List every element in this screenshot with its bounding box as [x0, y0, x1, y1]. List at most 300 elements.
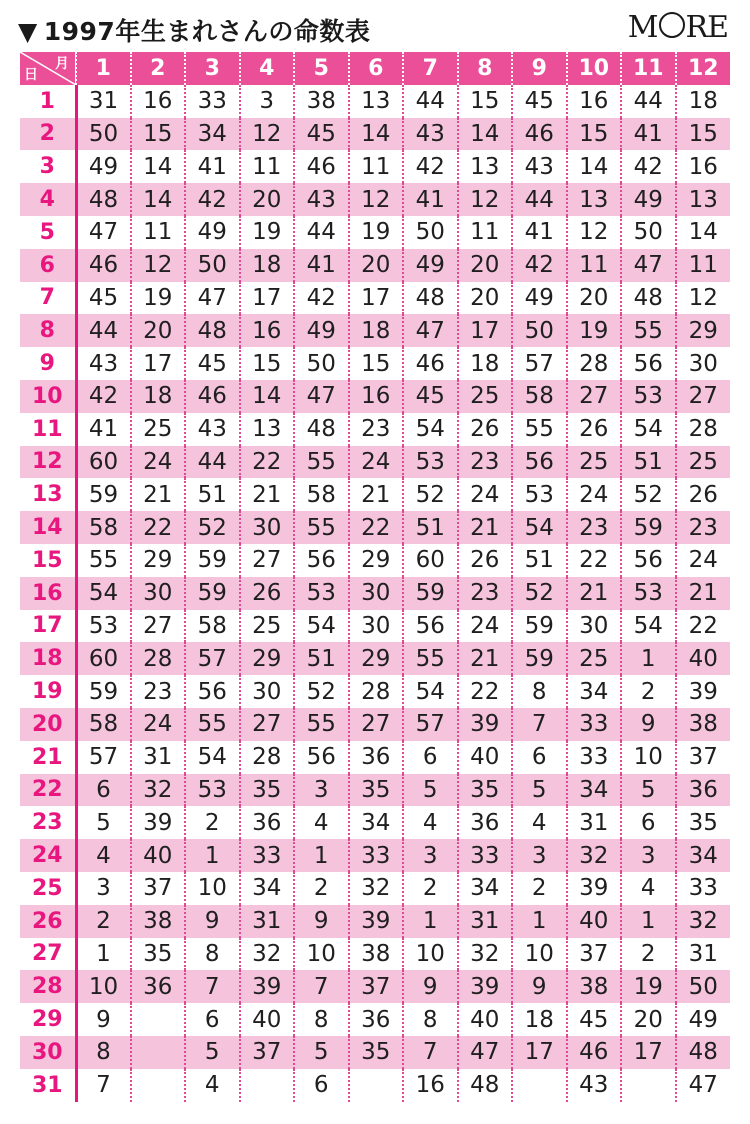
meisu-cell: 10: [294, 938, 349, 971]
meisu-cell: 49: [88, 153, 119, 180]
meisu-cell: 55: [294, 708, 349, 741]
meisu-cell: 4: [96, 842, 111, 869]
meisu-cell: 41: [294, 249, 349, 282]
meisu-cell: 29: [676, 314, 731, 347]
meisu-cell: 2: [96, 908, 111, 935]
meisu-cell: 28: [676, 413, 731, 446]
day-label: 20: [20, 708, 76, 741]
day-label: 18: [20, 642, 76, 675]
meisu-cell: 29: [349, 544, 404, 577]
meisu-cell: 10: [621, 741, 676, 774]
meisu-cell: 22: [240, 446, 295, 479]
meisu-cell: 22: [458, 675, 513, 708]
meisu-cell: 15: [676, 118, 731, 151]
meisu-cell: 15: [458, 85, 513, 118]
meisu-cell: 44: [621, 85, 676, 118]
meisu-cell: 13: [240, 413, 295, 446]
meisu-cell: 24: [349, 446, 404, 479]
meisu-cell: 4: [621, 872, 676, 905]
meisu-cell: 2: [621, 938, 676, 971]
meisu-cell: 49: [185, 216, 240, 249]
day-label: 16: [20, 577, 76, 610]
meisu-cell: 11: [349, 150, 404, 183]
meisu-cell: 48: [185, 314, 240, 347]
meisu-cell: 24: [567, 478, 622, 511]
month-header-4: 4: [240, 52, 295, 85]
meisu-cell: 55: [185, 708, 240, 741]
table-row: [20, 216, 730, 249]
meisu-cell: 27: [676, 380, 731, 413]
logo-o-circle: [659, 12, 685, 38]
meisu-cell: 42: [512, 249, 567, 282]
meisu-cell: 48: [621, 282, 676, 315]
meisu-cell: 21: [458, 511, 513, 544]
meisu-cell: 35: [349, 774, 404, 807]
table-row: [20, 85, 730, 118]
meisu-cell: 3: [240, 85, 295, 118]
day-label: 24: [20, 839, 76, 872]
meisu-cell: 55: [294, 511, 349, 544]
meisu-cell: 44: [88, 317, 119, 344]
meisu-cell: 58: [88, 711, 119, 738]
meisu-cell: 36: [131, 970, 186, 1003]
meisu-cell: 24: [458, 478, 513, 511]
meisu-cell: 47: [621, 249, 676, 282]
meisu-cell: 45: [512, 85, 567, 118]
meisu-cell: 20: [458, 282, 513, 315]
meisu-cell: 1: [294, 839, 349, 872]
meisu-cell: 35: [349, 1036, 404, 1069]
meisu-cell: 50: [88, 120, 119, 147]
day-label: 3: [20, 150, 76, 183]
meisu-cell: 36: [458, 806, 513, 839]
meisu-cell: 4: [185, 1069, 240, 1102]
meisu-cell: 2: [621, 675, 676, 708]
meisu-cell: 22: [131, 511, 186, 544]
meisu-cell: 59: [185, 577, 240, 610]
meisu-cell: 6: [185, 1003, 240, 1036]
meisu-cell: 56: [294, 741, 349, 774]
meisu-cell: 42: [88, 383, 119, 410]
meisu-cell: 38: [131, 905, 186, 938]
meisu-cell: 47: [88, 219, 119, 246]
meisu-cell: 52: [403, 478, 458, 511]
meisu-cell: 44: [185, 446, 240, 479]
meisu-cell: 43: [512, 150, 567, 183]
meisu-cell: 59: [88, 481, 119, 508]
table-row: [20, 675, 730, 708]
meisu-cell: 54: [403, 675, 458, 708]
meisu-cell: 45: [403, 380, 458, 413]
meisu-cell: 41: [512, 216, 567, 249]
day-label: 10: [20, 380, 76, 413]
meisu-cell: 25: [567, 642, 622, 675]
meisu-cell: 10: [403, 938, 458, 971]
meisu-cell: 5: [294, 1036, 349, 1069]
month-header-12: 12: [676, 52, 731, 85]
meisu-cell: 46: [185, 380, 240, 413]
meisu-cell: 39: [458, 970, 513, 1003]
meisu-cell: 46: [512, 118, 567, 151]
meisu-cell: 24: [131, 708, 186, 741]
meisu-cell: 53: [512, 478, 567, 511]
meisu-cell: 34: [240, 872, 295, 905]
meisu-cell: 55: [403, 642, 458, 675]
month-header-10: 10: [567, 52, 622, 85]
day-label: 23: [20, 806, 76, 839]
meisu-cell: 40: [240, 1003, 295, 1036]
meisu-cell: 30: [240, 511, 295, 544]
meisu-cell: 46: [294, 150, 349, 183]
meisu-cell: 14: [131, 183, 186, 216]
meisu-cell: 16: [676, 150, 731, 183]
meisu-cell: 54: [621, 413, 676, 446]
meisu-cell: 9: [403, 970, 458, 1003]
day-axis-label: 日: [24, 66, 38, 83]
day-label: 30: [20, 1036, 76, 1069]
meisu-cell: 47: [403, 314, 458, 347]
meisu-cell: 45: [294, 118, 349, 151]
table-row: [20, 1003, 730, 1036]
meisu-cell: 43: [403, 118, 458, 151]
meisu-cell: 5: [185, 1036, 240, 1069]
month-header-row: [20, 52, 730, 85]
meisu-cell: 12: [676, 282, 731, 315]
meisu-cell: 35: [458, 774, 513, 807]
table-row: [20, 741, 730, 774]
meisu-cell: 32: [240, 938, 295, 971]
meisu-cell: 48: [458, 1069, 513, 1102]
meisu-cell: 34: [185, 118, 240, 151]
table-row: [20, 150, 730, 183]
meisu-cell: 38: [294, 85, 349, 118]
table-row: [20, 839, 730, 872]
meisu-cell: 51: [294, 642, 349, 675]
meisu-cell: 34: [458, 872, 513, 905]
meisu-cell: 22: [676, 610, 731, 643]
meisu-cell: 28: [131, 642, 186, 675]
meisu-cell: 12: [131, 249, 186, 282]
meisu-cell: 7: [294, 970, 349, 1003]
meisu-cell: 33: [676, 872, 731, 905]
meisu-cell: 11: [131, 216, 186, 249]
meisu-cell: 32: [676, 905, 731, 938]
meisu-cell: 20: [458, 249, 513, 282]
meisu-cell: 37: [131, 872, 186, 905]
meisu-cell: 33: [567, 708, 622, 741]
triangle-down-icon: ▼: [18, 17, 38, 46]
meisu-cell: 17: [621, 1036, 676, 1069]
table-row: [20, 938, 730, 971]
table-row: [20, 446, 730, 479]
meisu-cell: 20: [621, 1003, 676, 1036]
meisu-cell: 52: [621, 478, 676, 511]
meisu-cell: 31: [240, 905, 295, 938]
meisu-cell: 3: [621, 839, 676, 872]
meisu-cell: 5: [403, 774, 458, 807]
table-row: [20, 1036, 730, 1069]
meisu-cell: 32: [458, 938, 513, 971]
meisu-cell: 33: [458, 839, 513, 872]
meisu-cell: [621, 1069, 676, 1102]
meisu-cell: 31: [131, 741, 186, 774]
meisu-cell: 34: [676, 839, 731, 872]
table-row: [20, 249, 730, 282]
meisu-cell: 18: [512, 1003, 567, 1036]
meisu-cell: 38: [676, 708, 731, 741]
meisu-cell: 15: [567, 118, 622, 151]
meisu-cell: 3: [403, 839, 458, 872]
meisu-cell: 14: [240, 380, 295, 413]
meisu-cell: [131, 1069, 186, 1102]
meisu-cell: 42: [185, 183, 240, 216]
day-label: 31: [20, 1069, 76, 1102]
meisu-cell: 54: [88, 580, 119, 607]
meisu-cell: 56: [621, 347, 676, 380]
meisu-cell: 21: [131, 478, 186, 511]
meisu-cell: 36: [676, 774, 731, 807]
meisu-cell: 5: [96, 809, 111, 836]
meisu-cell: 21: [240, 478, 295, 511]
meisu-cell: 49: [621, 183, 676, 216]
meisu-cell: 58: [88, 514, 119, 541]
month-header-1: 1: [76, 52, 131, 85]
meisu-cell: 40: [131, 839, 186, 872]
meisu-cell: 36: [349, 741, 404, 774]
month-header-6: 6: [349, 52, 404, 85]
month-header-5: 5: [294, 52, 349, 85]
meisu-cell: 14: [349, 118, 404, 151]
meisu-cell: 18: [240, 249, 295, 282]
meisu-cell: 32: [349, 872, 404, 905]
meisu-cell: 6: [621, 806, 676, 839]
meisu-cell: 29: [240, 642, 295, 675]
meisu-cell: 2: [294, 872, 349, 905]
meisu-cell: 33: [240, 839, 295, 872]
meisu-cell: 32: [567, 839, 622, 872]
meisu-cell: 7: [512, 708, 567, 741]
meisu-cell: 30: [131, 577, 186, 610]
meisu-cell: 35: [676, 806, 731, 839]
table-row: [20, 872, 730, 905]
meisu-cell: 11: [458, 216, 513, 249]
meisu-cell: 56: [185, 675, 240, 708]
meisu-cell: 20: [349, 249, 404, 282]
day-label: 13: [20, 478, 76, 511]
meisu-cell: 17: [512, 1036, 567, 1069]
meisu-cell: 58: [512, 380, 567, 413]
day-label: 28: [20, 970, 76, 1003]
meisu-cell: 46: [567, 1036, 622, 1069]
meisu-cell: 27: [240, 708, 295, 741]
meisu-cell: 13: [349, 85, 404, 118]
meisu-cell: 47: [185, 282, 240, 315]
meisu-cell: 30: [240, 675, 295, 708]
meisu-cell: 26: [567, 413, 622, 446]
meisu-cell: 30: [349, 610, 404, 643]
meisu-cell: 39: [240, 970, 295, 1003]
day-label: 25: [20, 872, 76, 905]
meisu-cell: 50: [294, 347, 349, 380]
meisu-cell: 31: [458, 905, 513, 938]
meisu-cell: 52: [512, 577, 567, 610]
meisu-cell: 2: [403, 872, 458, 905]
meisu-cell: 58: [294, 478, 349, 511]
month-header-11: 11: [621, 52, 676, 85]
meisu-cell: 23: [458, 446, 513, 479]
day-label: 14: [20, 511, 76, 544]
meisu-cell: 54: [185, 741, 240, 774]
day-label: 19: [20, 675, 76, 708]
meisu-cell: 45: [567, 1003, 622, 1036]
meisu-cell: 59: [621, 511, 676, 544]
meisu-cell: 17: [458, 314, 513, 347]
meisu-cell: 14: [131, 150, 186, 183]
meisu-cell: 39: [349, 905, 404, 938]
meisu-cell: 29: [131, 544, 186, 577]
title-text: 1997年生まれさんの命数表: [43, 17, 371, 46]
meisu-cell: 36: [240, 806, 295, 839]
meisu-cell: 37: [567, 938, 622, 971]
meisu-cell: 31: [676, 938, 731, 971]
meisu-cell: 28: [349, 675, 404, 708]
meisu-cell: 60: [88, 645, 119, 672]
meisu-cell: 23: [349, 413, 404, 446]
meisu-cell: 34: [567, 774, 622, 807]
meisu-cell: 54: [621, 610, 676, 643]
meisu-cell: 31: [88, 88, 119, 115]
meisu-cell: 15: [240, 347, 295, 380]
day-label: 22: [20, 774, 76, 807]
month-header-7: 7: [403, 52, 458, 85]
table-row: [20, 610, 730, 643]
meisu-cell: 54: [294, 610, 349, 643]
meisu-cell: 8: [185, 938, 240, 971]
meisu-cell: 18: [349, 314, 404, 347]
meisu-cell: 40: [458, 1003, 513, 1036]
meisu-cell: 34: [567, 675, 622, 708]
meisu-cell: 8: [96, 1039, 111, 1066]
meisu-cell: 41: [403, 183, 458, 216]
meisu-cell: 12: [567, 216, 622, 249]
table-row: [20, 380, 730, 413]
meisu-cell: [240, 1069, 295, 1102]
table-row: [20, 806, 730, 839]
meisu-cell: 5: [621, 774, 676, 807]
meisu-cell: 51: [185, 478, 240, 511]
meisu-cell: 7: [403, 1036, 458, 1069]
meisu-cell: 17: [131, 347, 186, 380]
meisu-cell: 25: [240, 610, 295, 643]
meisu-cell: 10: [185, 872, 240, 905]
meisu-cell: 19: [240, 216, 295, 249]
meisu-cell: 53: [621, 380, 676, 413]
meisu-cell: 51: [512, 544, 567, 577]
meisu-cell: 10: [512, 938, 567, 971]
meisu-cell: 38: [567, 970, 622, 1003]
meisu-cell: 52: [185, 511, 240, 544]
meisu-cell: 30: [349, 577, 404, 610]
meisu-cell: 39: [676, 675, 731, 708]
meisu-cell: 60: [403, 544, 458, 577]
meisu-cell: 54: [512, 511, 567, 544]
meisu-cell: 19: [567, 314, 622, 347]
meisu-cell: 42: [294, 282, 349, 315]
meisu-cell: 22: [349, 511, 404, 544]
meisu-cell: 50: [621, 216, 676, 249]
day-label: 8: [20, 314, 76, 347]
meisu-cell: 43: [294, 183, 349, 216]
meisu-cell: 23: [567, 511, 622, 544]
table-row: [20, 347, 730, 380]
meisu-cell: 33: [567, 741, 622, 774]
meisu-cell: 3: [512, 839, 567, 872]
meisu-cell: 44: [294, 216, 349, 249]
meisu-cell: 6: [403, 741, 458, 774]
meisu-cell: 56: [403, 610, 458, 643]
meisu-cell: 9: [96, 1006, 111, 1033]
meisu-cell: 6: [96, 776, 111, 803]
day-label: 12: [20, 446, 76, 479]
table-row: [20, 511, 730, 544]
meisu-cell: 59: [403, 577, 458, 610]
meisu-cell: 43: [185, 413, 240, 446]
meisu-cell: 16: [131, 85, 186, 118]
meisu-cell: 21: [676, 577, 731, 610]
day-label: 1: [20, 85, 76, 118]
meisu-cell: 14: [458, 118, 513, 151]
meisu-cell: 48: [676, 1036, 731, 1069]
table-row: [20, 708, 730, 741]
meisu-cell: 25: [567, 446, 622, 479]
day-label: 15: [20, 544, 76, 577]
meisu-cell: 15: [131, 118, 186, 151]
meisu-cell: 39: [567, 872, 622, 905]
meisu-cell: 34: [349, 806, 404, 839]
day-label: 21: [20, 741, 76, 774]
meisu-cell: 4: [294, 806, 349, 839]
meisu-cell: 41: [185, 150, 240, 183]
meisu-cell: 53: [294, 577, 349, 610]
meisu-cell: 53: [88, 612, 119, 639]
day-label: 7: [20, 282, 76, 315]
meisu-cell: 13: [567, 183, 622, 216]
meisu-cell: 18: [131, 380, 186, 413]
meisu-cell: 30: [567, 610, 622, 643]
meisu-cell: 23: [676, 511, 731, 544]
meisu-cell: 9: [185, 905, 240, 938]
meisu-cell: 3: [96, 875, 111, 902]
meisu-cell: 15: [349, 347, 404, 380]
corner-cell: [20, 52, 76, 85]
day-label: 6: [20, 249, 76, 282]
meisu-cell: 25: [676, 446, 731, 479]
meisu-cell: 8: [294, 1003, 349, 1036]
meisu-cell: 11: [240, 150, 295, 183]
meisu-cell: 18: [458, 347, 513, 380]
meisu-cell: 5: [512, 774, 567, 807]
meisu-cell: 49: [512, 282, 567, 315]
meisu-cell: 50: [185, 249, 240, 282]
meisu-cell: 16: [349, 380, 404, 413]
meisu-cell: 4: [512, 806, 567, 839]
meisu-cell: 52: [294, 675, 349, 708]
meisu-cell: 53: [621, 577, 676, 610]
meisu-cell: 10: [88, 973, 119, 1000]
month-axis-label: 月: [55, 56, 69, 72]
meisu-cell: 12: [240, 118, 295, 151]
meisu-cell: 27: [240, 544, 295, 577]
